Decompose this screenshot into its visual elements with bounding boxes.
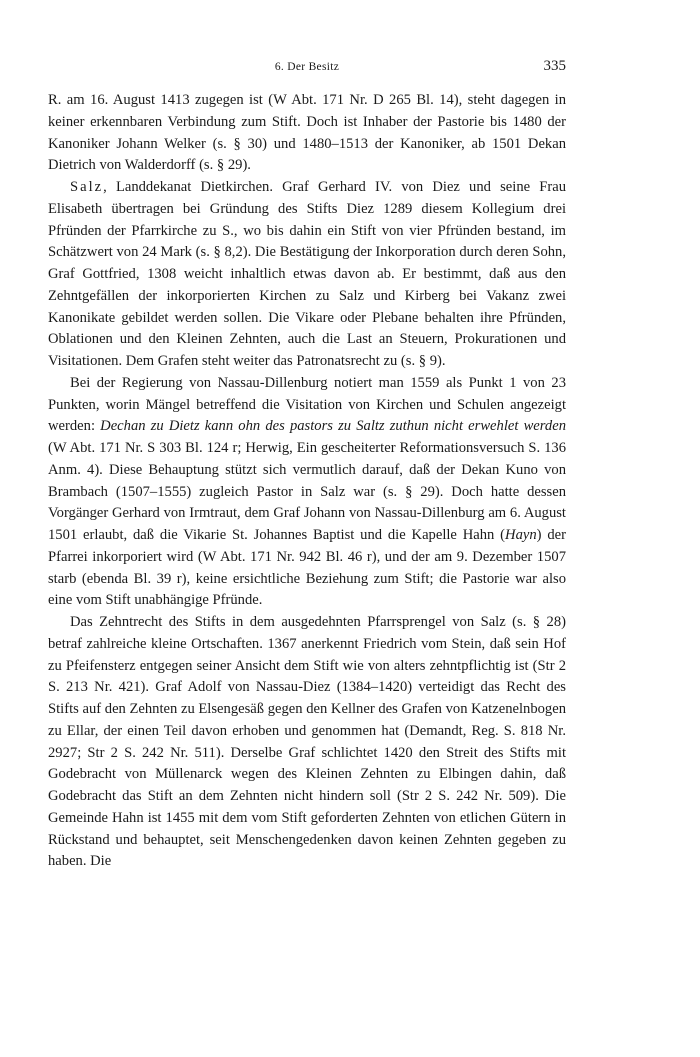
running-title: 6. Der Besitz bbox=[274, 61, 340, 73]
place-name-heading: Salz bbox=[70, 179, 104, 195]
italic-quote: Hayn bbox=[505, 527, 537, 543]
paragraph bbox=[48, 177, 566, 373]
running-head bbox=[48, 58, 566, 78]
paragraph bbox=[48, 612, 566, 873]
paragraph bbox=[48, 373, 566, 612]
paragraph bbox=[48, 90, 566, 177]
paragraph-text: , Landdekanat Dietkirchen. Graf Gerhard IV. von Diez und seine Frau Elisabeth übertragen bei Gründung des Stifts Diez 1289 diesem Kollegium drei Pfründen der Pfarrkirche zu S., wo bis dahin ein Stift von vier Pfründen bestand, im Schätzwert von 24 Mark (s. § 8,2). Die Bestätigung der Inkorporation durch deren Sohn, Graf Gottfried, 1308 weicht inhaltlich etwas davon ab. Er bestimmt, daß aus den Zehntgefällen der inkorporierten Kirchen zu Salz und Kirberg bei Vakanz zwei Kanonikate gebildet werden sollen. Die Vikare oder Plebane behalten ihre Pfründen, Oblationen und den Kleinen Zehnten, auch die Last an Steuern, Prokurationen und Visitationen. Dem Grafen steht weiter das Patronatsrecht zu (s. § 9). bbox=[48, 179, 566, 369]
paragraph-text: R. am 16. August 1413 zugegen ist (W Abt. 171 Nr. D 265 Bl. 14), steht dagegen in keiner erkennbaren Verbindung zum Stift. Doch ist Inhaber der Pastorie bis 1480 der Kanoniker Johann Welker (s. § 30) und 1480–1513 der Kanoniker, ab 1501 Dekan Dietrich von Walderdorff (s. § 29). bbox=[48, 92, 566, 174]
body-text bbox=[48, 90, 566, 873]
paragraph-text: Das Zehntrecht des Stifts in dem ausgedehnten Pfarrsprengel von Salz (s. § 28) betraf zahlreiche kleine Ortschaften. 1367 anerkennt Friedrich vom Stein, daß sein Hof zu Pfeifensterz entgegen seiner Ansicht dem Stift wie von alters zehntpflichtig ist (Str 2 S. 213 Nr. 421). Graf Adolf von Nassau-Diez (1384–1420) verteidigt das Recht des Stifts auf den Zehnten zu Elsengesäß gegen den Kellner des Grafen von Katzenelnbogen zu Ellar, der einen Teil davon erhoben und genommen hat (Demandt, Reg. S. 818 Nr. 2927; Str 2 S. 242 Nr. 511). Derselbe Graf schlichtet 1420 den Streit des Stifts mit Godebracht von Müllenarck wegen des Kleinen Zehnten zu Elbingen dahin, daß Godebracht das Stift an dem Zehnten nicht hindern soll (Str 2 S. 242 Nr. 509). Die Gemeinde Hahn ist 1455 mit dem vom Stift geforderten Zehnten von etlichen Gütern in Rückstand und behauptet, seit Menschengedenken davon keinen Zehnten gegeben zu haben. Die bbox=[48, 614, 566, 870]
paragraph-text: ) der Pfarrei inkorporiert wird (W Abt. 171 Nr. 942 Bl. 46 r), und der am 9. Dezember 1507 starb (ebenda Bl. 39 r), keine ersichtliche Beziehung zum Stift; die Pastorie war also eine vom Stift unabhängige Pfründe. bbox=[48, 527, 566, 609]
paragraph-text: Bei der Regierung von Nassau-Dillenburg notiert man 1559 als Punkt 1 von 23 Punkten, worin Mängel betreffend die Visitation von Kirchen und Schulen angezeigt werden: bbox=[48, 374, 566, 435]
italic-quote: Dechan zu Dietz kann ohn des pastors zu Saltz zuthun nicht erwehlet werden bbox=[100, 418, 566, 435]
page-number: 335 bbox=[543, 58, 566, 74]
paragraph-text: (W Abt. 171 Nr. S 303 Bl. 124 r; Herwig, Ein gescheiterter Reformationsversuch S. 136 Anm. 4). Diese Behauptung stützt sich vermutlich darauf, daß der Dekan Kuno von Brambach (1507–1555) zugleich Pastor in Salz war (s. § 29). Doch hatte dessen Vorgänger Gerhard von Irmtraut, dem Graf Johann von Nassau-Dillenburg am 6. August 1501 erlaubt, daß die Vikarie St. Johannes Baptist und die Kapelle Hahn ( bbox=[48, 440, 566, 543]
